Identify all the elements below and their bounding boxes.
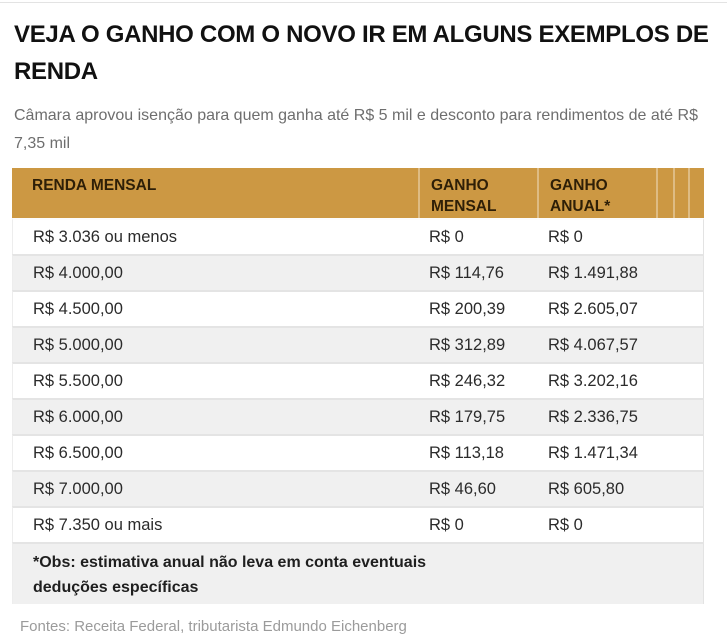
footnote-line-1: *Obs: estimativa anual não leva em conta eventuais [33,554,427,571]
cell-renda-mensal: R$ 6.000,00 [12,398,418,434]
cell-renda-mensal: R$ 4.500,00 [12,290,418,326]
header-spacer-cell [688,168,704,218]
cell-ganho-anual: R$ 1.491,88 [537,254,704,290]
subtitle [14,102,713,158]
header-spacer-cell [673,168,688,218]
table-header-row [12,168,704,218]
table-row [12,470,704,506]
table-row [12,290,704,326]
title-line-2: RENDA [14,58,98,85]
column-header-ganho-mensal: GANHO MENSAL [418,168,537,218]
header-spacer-cell [656,168,673,218]
cell-renda-mensal: R$ 5.000,00 [12,326,418,362]
cell-ganho-mensal: R$ 113,18 [418,434,537,470]
cell-ganho-anual: R$ 2.605,07 [537,290,704,326]
table-row [12,254,704,290]
footnote-line-2: deduções específicas [33,579,199,596]
column-header-ganho-anual: GANHO ANUAL* [537,168,656,218]
cell-ganho-mensal: R$ 200,39 [418,290,537,326]
cell-ganho-anual: R$ 4.067,57 [537,326,704,362]
table-row [12,362,704,398]
cell-renda-mensal: R$ 7.000,00 [12,470,418,506]
cell-renda-mensal: R$ 3.036 ou menos [12,218,418,254]
table-footnote [33,550,702,600]
subtitle-line-1: Câmara aprovou isenção para quem ganha até R$ 5 mil e desconto para rendimentos de até R$ [14,107,698,124]
income-tax-table [12,168,704,604]
cell-ganho-mensal: R$ 312,89 [418,326,537,362]
cell-ganho-anual: R$ 0 [537,506,704,542]
page-title [14,16,713,90]
table-row [12,218,704,254]
cell-ganho-mensal: R$ 46,60 [418,470,537,506]
cell-ganho-mensal: R$ 179,75 [418,398,537,434]
source-credit: Fontes: Receita Federal, tributarista Edmundo Eichenberg [20,618,407,635]
subtitle-line-2: 7,35 mil [14,135,71,152]
cell-ganho-mensal: R$ 0 [418,218,537,254]
cell-renda-mensal: R$ 6.500,00 [12,434,418,470]
cell-renda-mensal: R$ 5.500,00 [12,362,418,398]
cell-renda-mensal: R$ 7.350 ou mais [12,506,418,542]
cell-ganho-anual: R$ 1.471,34 [537,434,704,470]
cell-ganho-anual: R$ 0 [537,218,704,254]
cell-ganho-mensal: R$ 114,76 [418,254,537,290]
cell-ganho-mensal: R$ 246,32 [418,362,537,398]
cell-renda-mensal: R$ 4.000,00 [12,254,418,290]
cell-ganho-mensal: R$ 0 [418,506,537,542]
cell-ganho-anual: R$ 2.336,75 [537,398,704,434]
table-row [12,506,704,542]
table-row [12,434,704,470]
column-header-renda-mensal: RENDA MENSAL [12,168,418,218]
top-divider [0,2,727,3]
footnote-row [12,542,704,604]
table-row [12,398,704,434]
table-row [12,326,704,362]
title-line-1: VEJA O GANHO COM O NOVO IR EM ALGUNS EXEMPLOS DE [14,21,709,48]
cell-ganho-anual: R$ 3.202,16 [537,362,704,398]
cell-ganho-anual: R$ 605,80 [537,470,704,506]
